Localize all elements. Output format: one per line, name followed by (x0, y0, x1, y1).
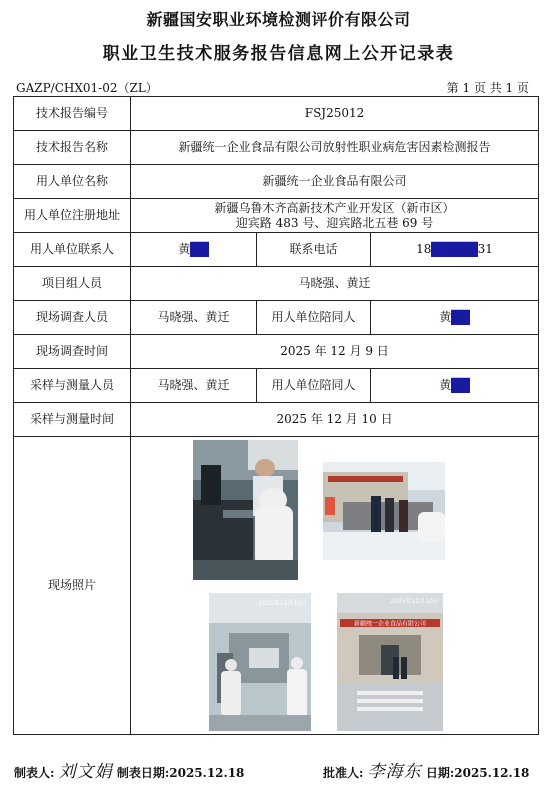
footer-approver (323, 757, 529, 782)
contact-value (131, 233, 257, 267)
photo-3-stamp: 2025年12月10日 (258, 600, 307, 607)
sampling-time-value: 2025 年 12 月 10 日 (131, 403, 539, 437)
approve-date: 2025.12.18 (454, 766, 530, 780)
page-number: 第 1 页 共 1 页 (446, 81, 529, 95)
sampling-escort-label: 用人单位陪同人 (257, 369, 371, 403)
sampling-staff-label: 采样与测量人员 (14, 369, 131, 403)
redaction-bar: █████ (431, 242, 478, 256)
form-title: 职业卫生技术服务报告信息网上公开记录表 (102, 44, 455, 64)
contact-name: 黄 (178, 242, 191, 256)
approver-signature: 李海东 (367, 762, 422, 782)
escort-name: 黄 (439, 310, 452, 324)
escort-label: 用人单位陪同人 (257, 301, 371, 335)
sampling-escort-name: 黄 (439, 378, 452, 392)
row-photos (14, 437, 539, 735)
contact-label: 用人单位联系人 (14, 233, 131, 267)
site-photo-entrance (323, 462, 445, 560)
maker-label: 制表人: (14, 766, 55, 780)
photos-label: 现场照片 (14, 437, 131, 735)
sampling-staff-value: 马晓强、黄迁 (131, 369, 257, 403)
survey-staff-value: 马晓强、黄迁 (131, 301, 257, 335)
row-sampling-staff (14, 369, 539, 403)
row-team (14, 267, 539, 301)
employer-label: 用人单位名称 (14, 165, 131, 199)
report-name-value: 新疆统一企业食品有限公司放射性职业病危害因素检测报告 (131, 131, 539, 165)
building-sign: 新疆统一企业食品有限公司 (353, 620, 427, 628)
survey-staff-label: 现场调查人员 (14, 301, 131, 335)
row-report-name (14, 131, 539, 165)
site-photo-inspection (209, 593, 311, 731)
phone-label: 联系电话 (257, 233, 371, 267)
row-report-no (14, 97, 539, 131)
phone-value (371, 233, 539, 267)
address-value (131, 199, 539, 233)
maker-signature: 刘文娟 (58, 762, 113, 782)
phone-suffix: 31 (477, 242, 493, 256)
photos-cell (131, 437, 539, 735)
survey-time-label: 现场调查时间 (14, 335, 131, 369)
survey-time-value: 2025 年 12 月 9 日 (131, 335, 539, 369)
sampling-escort-value (371, 369, 539, 403)
company-name: 新疆国安职业环境检测评价有限公司 (146, 10, 411, 29)
site-photo-lab (193, 440, 298, 580)
row-sampling-time (14, 403, 539, 437)
row-survey-staff (14, 301, 539, 335)
employer-value: 新疆统一企业食品有限公司 (131, 165, 539, 199)
photo-4-stamp: 2025年12月10日 (390, 598, 439, 605)
make-date-label: 制表日期: (116, 766, 170, 780)
row-survey-time (14, 335, 539, 369)
row-employer (14, 165, 539, 199)
redaction-bar: ██ (451, 378, 470, 392)
row-address (14, 199, 539, 233)
team-label: 项目组人员 (14, 267, 131, 301)
escort-value (371, 301, 539, 335)
sampling-time-label: 采样与测量时间 (14, 403, 131, 437)
approve-date-label: 日期: (425, 766, 455, 780)
report-no-label: 技术报告编号 (14, 97, 131, 131)
report-no-value: FSJ25012 (131, 97, 539, 131)
report-name-label: 技术报告名称 (14, 131, 131, 165)
address-line-1: 新疆乌鲁木齐高新技术产业开发区（新市区） (214, 200, 455, 215)
record-table (13, 96, 539, 735)
site-photo-building (337, 593, 443, 731)
footer-maker (14, 757, 244, 782)
make-date: 2025.12.18 (169, 766, 245, 780)
address-label: 用人单位注册地址 (14, 199, 131, 233)
document-code: GAZP/CHX01-02（ZL） (16, 81, 158, 95)
row-contact (14, 233, 539, 267)
approver-label: 批准人: (323, 766, 364, 780)
phone-prefix: 18 (416, 242, 432, 256)
redaction-bar: ██ (190, 242, 209, 256)
address-line-2: 迎宾路 483 号、迎宾路北五巷 69 号 (235, 215, 434, 230)
redaction-bar: ██ (451, 310, 470, 324)
team-value: 马晓强、黄迁 (131, 267, 539, 301)
